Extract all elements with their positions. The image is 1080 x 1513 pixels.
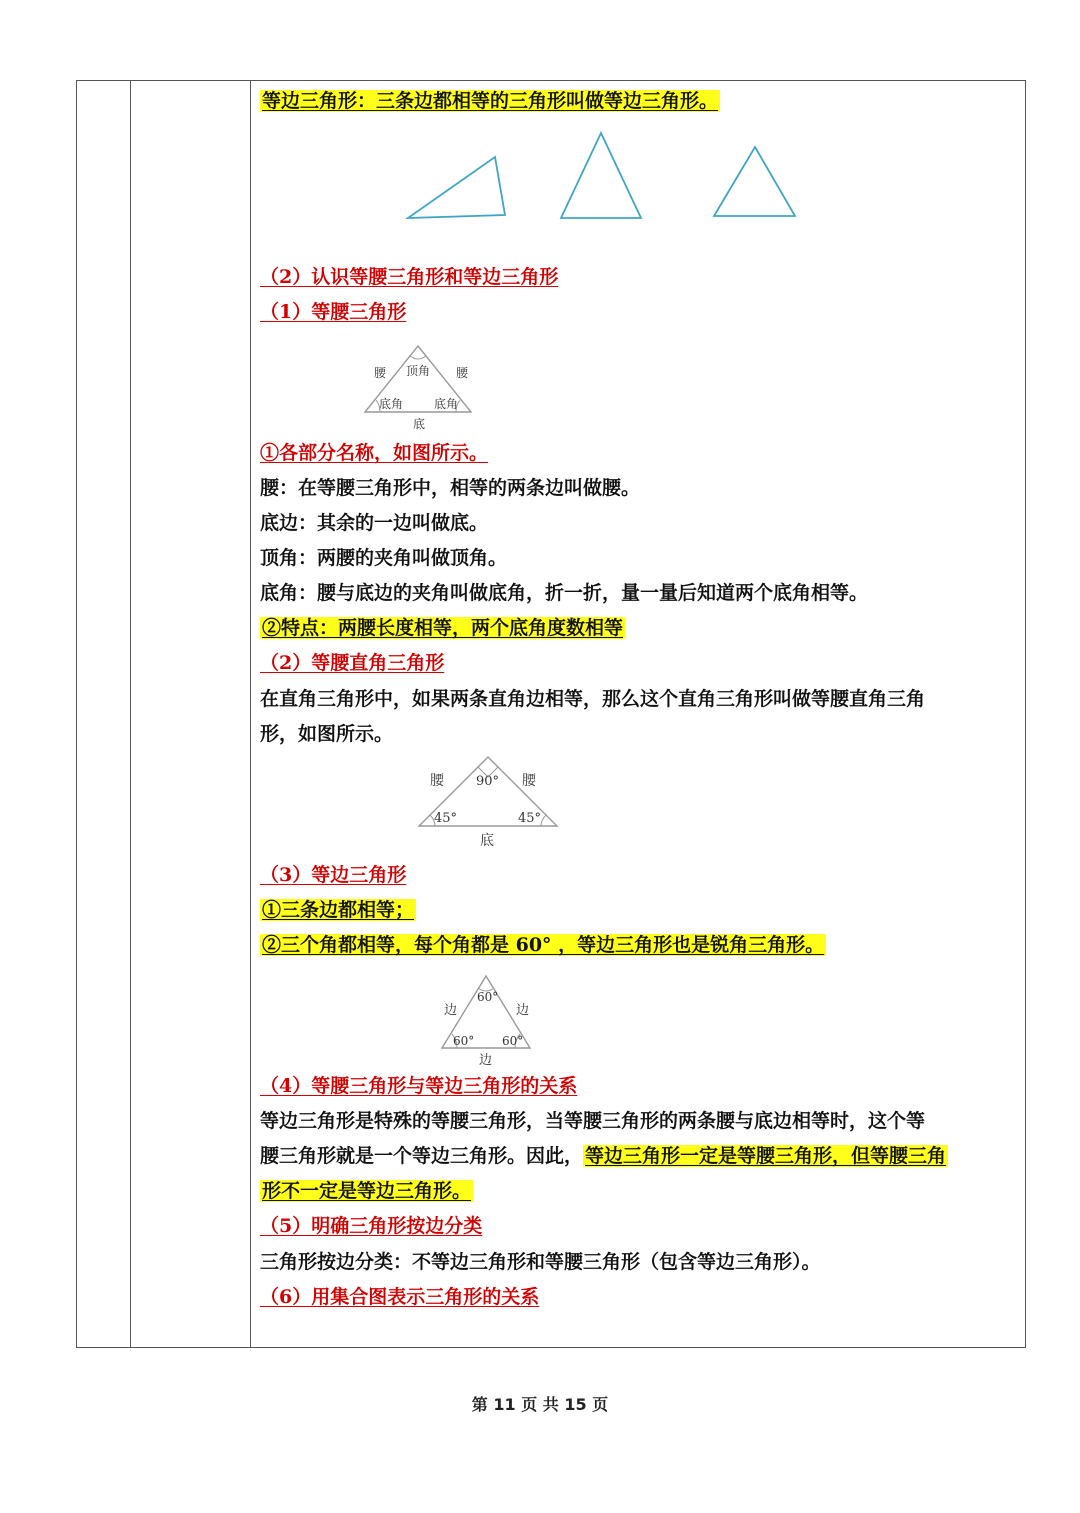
right-isosceles-diagram	[416, 754, 564, 850]
isosceles-diagram	[360, 342, 490, 434]
section-2-heading: （2）认识等腰三角形和等边三角形	[260, 266, 559, 288]
triangle-examples-figure	[400, 129, 800, 229]
subsection-3-heading: （3）等边三角形	[260, 864, 407, 886]
right-base-angle-label: 底角	[434, 397, 459, 411]
left-angle-label: 60°	[453, 1034, 475, 1048]
right-isosceles-text-line-2: 形，如图所示。	[260, 723, 394, 745]
apex-angle-label: 顶角	[406, 364, 431, 378]
right-angle-45-label: 45°	[518, 811, 542, 826]
apex-angle-definition: 顶角：两腰的夹角叫做顶角。	[260, 547, 508, 569]
triangle-example-1	[408, 157, 505, 218]
equilateral-point-2: ②三个角都相等，每个角都是 60° ，等边三角形也是锐角三角形。	[262, 934, 825, 956]
right-side-label: 边	[516, 1003, 530, 1018]
equilateral-point-1: ①三条边都相等；	[262, 899, 415, 921]
relation-text-line-1: 等边三角形是特殊的等腰三角形，当等腰三角形的两条腰与底边相等时，这个等	[260, 1110, 926, 1132]
relation-text-line-2: 腰三角形就是一个等边三角形。因此，	[260, 1145, 584, 1167]
right-angle-label: 90°	[476, 774, 500, 789]
equilateral-definition: 等边三角形：三条边都相等的三角形叫做等边三角形。	[262, 90, 719, 112]
top-angle-label: 60°	[477, 990, 499, 1004]
equilateral-diagram	[436, 972, 540, 1066]
parts-names-heading: ①各部分名称，如图所示。	[260, 442, 489, 464]
subsection-4-heading: （4）等腰三角形与等边三角形的关系	[260, 1075, 578, 1097]
subsection-2-heading: （2）等腰直角三角形	[260, 652, 445, 674]
subsection-5-heading: （5）明确三角形按边分类	[260, 1215, 483, 1237]
relation-highlight-1: 等边三角形一定是等腰三角形，但等腰三角	[585, 1145, 947, 1167]
subsection-1-heading: （1）等腰三角形	[260, 301, 407, 323]
base-label: 底	[480, 833, 494, 849]
table-column-divider-1	[130, 80, 131, 1348]
isosceles-feature: ②特点：两腰长度相等，两个底角度数相等	[262, 617, 624, 639]
triangle-example-2	[561, 133, 641, 218]
left-base-angle-label: 底角	[379, 397, 404, 411]
relation-highlight-2: 形不一定是等边三角形。	[262, 1180, 472, 1202]
left-side-label: 边	[444, 1003, 458, 1018]
base-label: 底	[413, 417, 426, 431]
base-angle-definition: 底角：腰与底边的夹角叫做底角，折一折，量一量后知道两个底角相等。	[260, 582, 869, 604]
table-column-divider-2	[250, 80, 251, 1348]
triangle-example-3	[714, 147, 795, 216]
apex-angle-arc	[410, 356, 426, 359]
right-isosceles-text-line-1: 在直角三角形中，如果两条直角边相等，那么这个直角三角形叫做等腰直角三角	[260, 688, 926, 710]
left-leg-label: 腰	[430, 773, 444, 789]
right-leg-label: 腰	[522, 773, 536, 789]
left-angle-label: 45°	[434, 811, 458, 826]
right-angle-label: 60°	[502, 1034, 524, 1048]
base-side-label: 边	[479, 1053, 493, 1066]
leg-definition: 腰：在等腰三角形中，相等的两条边叫做腰。	[260, 477, 641, 499]
right-leg-label: 腰	[456, 366, 469, 380]
base-definition: 底边：其余的一边叫做底。	[260, 512, 489, 534]
classification-text: 三角形按边分类：不等边三角形和等腰三角形（包含等边三角形）。	[260, 1251, 821, 1273]
subsection-6-heading: （6）用集合图表示三角形的关系	[260, 1286, 540, 1308]
left-leg-label: 腰	[374, 366, 387, 380]
page-footer: 第 11 页 共 15 页	[471, 1395, 609, 1414]
right-45-arc	[541, 815, 546, 826]
